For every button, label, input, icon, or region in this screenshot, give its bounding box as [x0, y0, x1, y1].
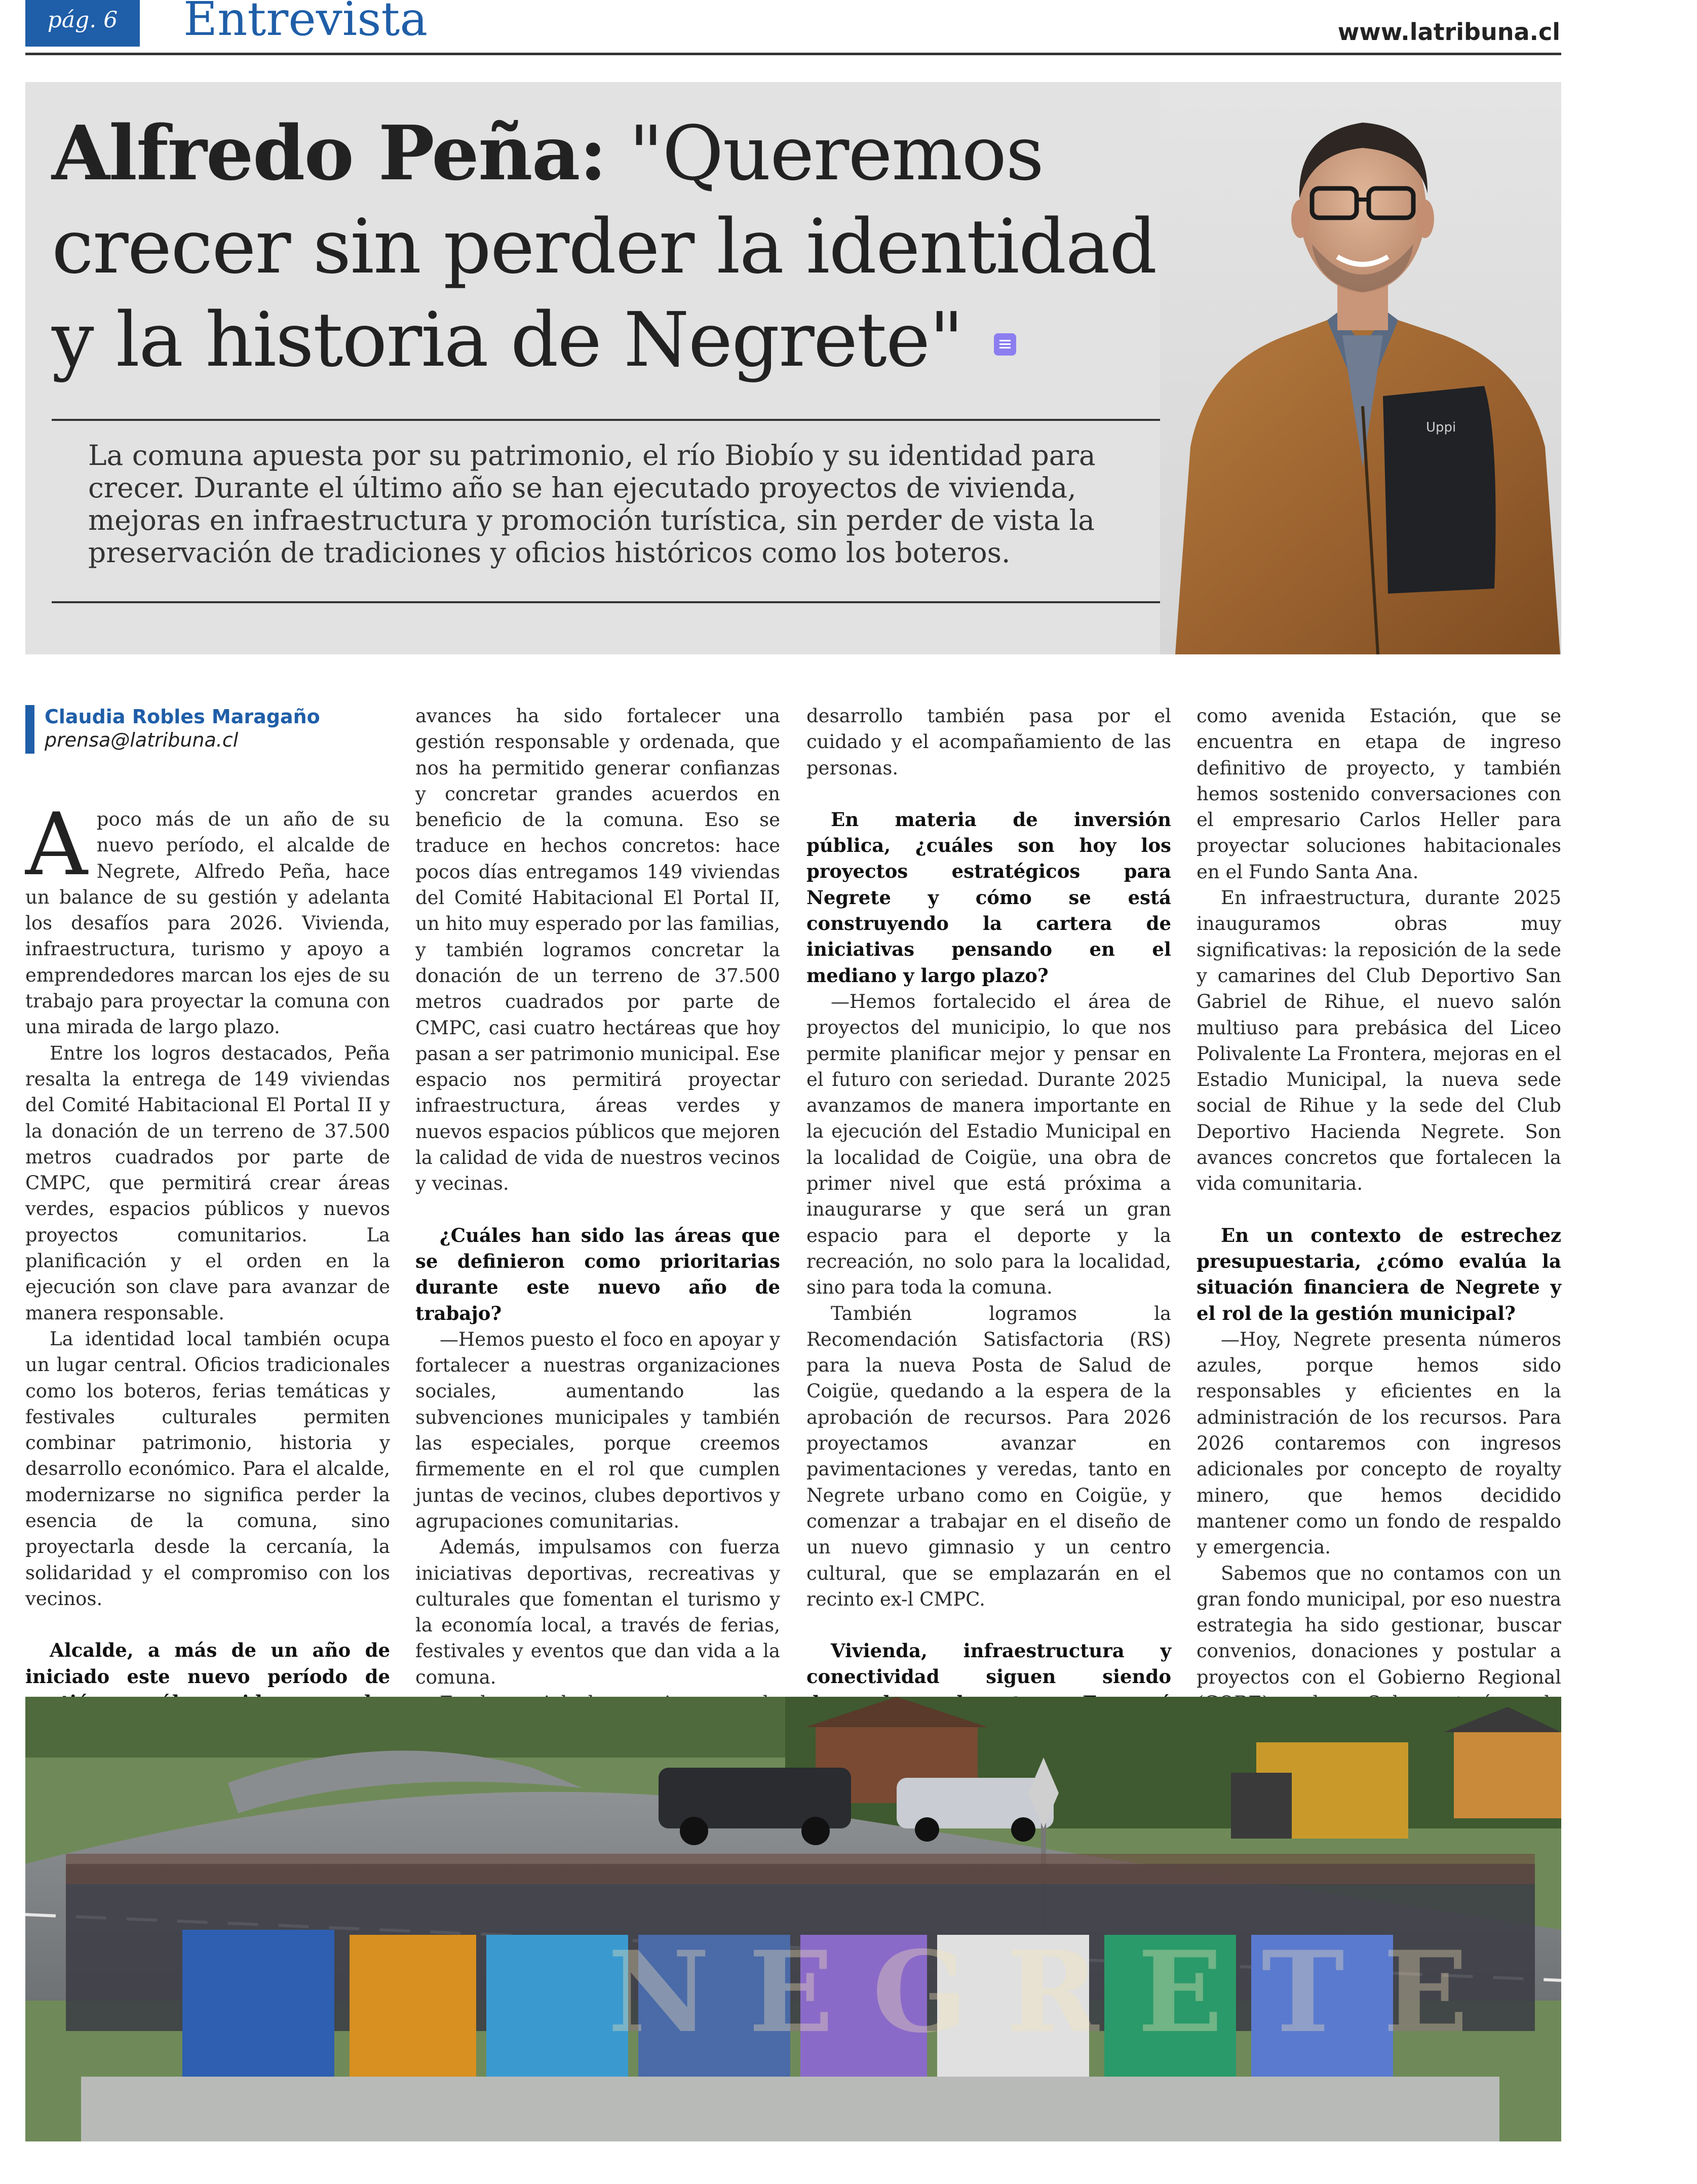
portrait-photo — [1160, 82, 1561, 654]
hero-banner — [25, 82, 1561, 654]
page-number-badge: pág. 6 — [25, 0, 140, 47]
deck: La comuna apuesta por su patrimonio, el río Biobío y su identidad para crecer. Durante el último año se han ejecutado proyectos de vivienda, mejoras en infraestructura y promoción turística, sin perder de vista la preservación de tradiciones y oficios históricos como los boteros. — [88, 439, 1096, 569]
sign-letter-g: G — [872, 1926, 968, 2057]
deck-rule-top — [52, 419, 1197, 421]
deck-rule-bottom — [52, 601, 1166, 603]
sign-letter-n: N — [608, 1926, 710, 2057]
paragraph: Entre los logros destacados, Peña resalta la entrega de 149 viviendas del Comité Habitacional El Portal II y la donación de un terreno de 37.500 metros cuadrados por parte de CMPC, que permitirá crear áreas verdes, espacios públicos y nuevos proyectos comunitarios. La planificación y el orden en la ejecución son clave para avanzar de manera responsable. — [25, 1042, 390, 1324]
sign-letter-e: E — [1383, 1926, 1469, 2057]
interview-question: Vivienda, infraestructura y conectividad siguen siendo — [806, 1640, 1171, 1688]
paragraph: Además, impulsamos con fuerza iniciativas deportivas, recreativas y culturales que fomentan el turismo y la economía local, a través de ferias, festivales y eventos que dan vida a la comuna. — [415, 1536, 780, 1688]
article-column-3 — [806, 703, 1171, 1688]
sign-letter-t: T — [1261, 1926, 1344, 2057]
paragraph: avances ha sido fortalecer una gestión responsable y ordenada, que nos ha permitido generar confianzas y concretar grandes acuerdos en beneficio de la comuna. Eso se traduce en hechos concretos: hace pocos días entregamos 149 viviendas del Comité Habitacional El Portal II, un hito muy esperado por las familias, y también logramos concretar la donación de un terreno de 37.500 metros cuadrados por parte de CMPC, casi cuatro hectáreas que hoy pasan a ser patrimonio municipal. Ese espacio nos permitirá proyectar infraestructura, áreas verdes y nuevos espacios públicos que mejoren la calidad de vida de nuestros vecinos y vecinas. — [415, 705, 780, 1195]
paragraph: poco más de un año de su nuevo período, el alcalde de Negrete, Alfredo Peña, hace un balance de su gestión y adelanta los desafíos para 2026. Vivienda, infraestructura, turismo y apoyo a emprendedores marcan los ejes de su trabajo para proyectar la comuna con una mirada de largo plazo. — [25, 808, 390, 1038]
header-rule — [25, 53, 1561, 55]
paragraph: Sabemos que no contamos con un gran fondo municipal, por eso nuestra estrategia ha sido gestionar, buscar convenios, donaciones y postular a proyectos con el Gobierno Regional — [1197, 1562, 1561, 1688]
headline-quote: "Queremos crecer sin perder la identidad y la historia de Negrete" — [52, 110, 1156, 383]
paragraph: como avenida Estación, que se encuentra en etapa de ingreso definitivo de proyecto, y también hemos sostenido conversaciones con el empresario Carlos Heller para proyectar soluciones habitacionales en el Fundo Santa Ana. — [1197, 705, 1561, 883]
paragraph: En infraestructura, durante 2025 inauguramos obras muy significativas: la reposición de la sede y camarines del Club Deportivo San Gabriel de Rihue, el nuevo salón multiuso para prebásica del Liceo Polivalente La Frontera, mejoras en el Estadio Municipal, la nueva sede social de Rihue y la sede del Club Deportivo Hacienda Negrete. Son avances concretos que fortalecen la vida comunitaria. — [1197, 887, 1561, 1195]
article-column-1 — [25, 795, 390, 1688]
interview-answer: —Hemos fortalecido el área de proyectos del municipio, lo que nos permite planificar mejor y pensar en el futuro con seriedad. Durante 2025 avanzamos de manera importante en la ejecución del Estadio Municipal en la localidad de Coigüe, una obra de primer nivel que está próxima a inaugurarse y que será un gran espacio para el deporte y la recreación, no solo para la localidad, sino para toda la comuna. — [806, 990, 1171, 1299]
sign-letters — [608, 1926, 1468, 2057]
interview-question: En un contexto de estrechez presupuestaria, ¿cómo evalúa la situación financiera de Negrete y el rol de la gestión municipal? — [1197, 1224, 1561, 1324]
interview-question: Alcalde, a más de un año de iniciado este nuevo período de — [25, 1639, 390, 1688]
author-name: Claudia Robles Maragaño — [45, 706, 320, 728]
article-column-2 — [415, 703, 780, 1688]
paragraph: También logramos la Recomendación Satisfactoria (RS) para la nueva Posta de Salud de Coigüe, quedando a la espera de la aprobación de recursos. Para 2026 proyectamos avanzar en pavimentaciones y veredas, tanto en Negrete urbano como en Coigüe, y comenzar a trabajar en el diseño de un nuevo gimnasio y un centro cultural, que se emplazarán en el recinto ex-l CMPC. — [806, 1302, 1171, 1610]
sign-letter-e: E — [1137, 1926, 1223, 2057]
group-photo-negrete-sign — [25, 1697, 1561, 2141]
sign-letter-r: R — [1006, 1926, 1099, 2057]
jacket-logo: Uppi — [1426, 420, 1456, 435]
interview-question: ¿Cuáles han sido las áreas que se definieron como prioritarias durante este nuevo año de trabajo? — [415, 1224, 780, 1324]
author-email[interactable]: prensa@latribuna.cl — [45, 729, 239, 751]
headline-name: Alfredo Peña: — [52, 109, 606, 197]
sign-letter-e: E — [748, 1926, 834, 2057]
paragraph: La identidad local también ocupa un lugar central. Oficios tradicionales como los boteros, ferias temáticas y festivales culturales permiten combinar patrimonio, historia y desarrollo económico. Para el alcalde, modernizarse no significa perder la esencia de la comuna, sino proyectarla desde la cercanía, la solidaridad y el compromiso con los vecinos. — [25, 1328, 390, 1610]
paragraph: desarrollo también pasa por el cuidado y el acompañamiento de las personas. — [806, 705, 1171, 779]
drop-cap: A — [25, 795, 88, 895]
interview-answer: —Hoy, Negrete presenta números azules, porque hemos sido responsables y eficientes en la administración de los recursos. Para 2026 contaremos con ingresos adicionales por concepto de royalty minero, que hemos decidido mantener como un fondo de respaldo y emergencia. — [1197, 1328, 1561, 1558]
site-url[interactable]: www.latribuna.cl — [1337, 18, 1560, 46]
interview-question: En materia de inversión pública, ¿cuáles son hoy los proyectos estratégicos para Negrete y cómo se está construyendo la cartera de iniciativas pensando en el mediano y largo plazo? — [806, 808, 1171, 987]
interview-answer: —Hemos puesto el foco en apoyar y fortalecer a nuestras organizaciones sociales, aumentando las subvenciones municipales y también las especiales, porque creemos firmemente en el rol que cumplen juntas de vecinos, clubes deportivos y agrupaciones comunitarias. — [415, 1328, 780, 1532]
section-title: Entrevista — [183, 0, 428, 46]
headline — [52, 106, 1197, 386]
author-byline — [25, 705, 320, 754]
comment-icon[interactable] — [994, 333, 1016, 356]
article-column-4 — [1197, 703, 1561, 1688]
